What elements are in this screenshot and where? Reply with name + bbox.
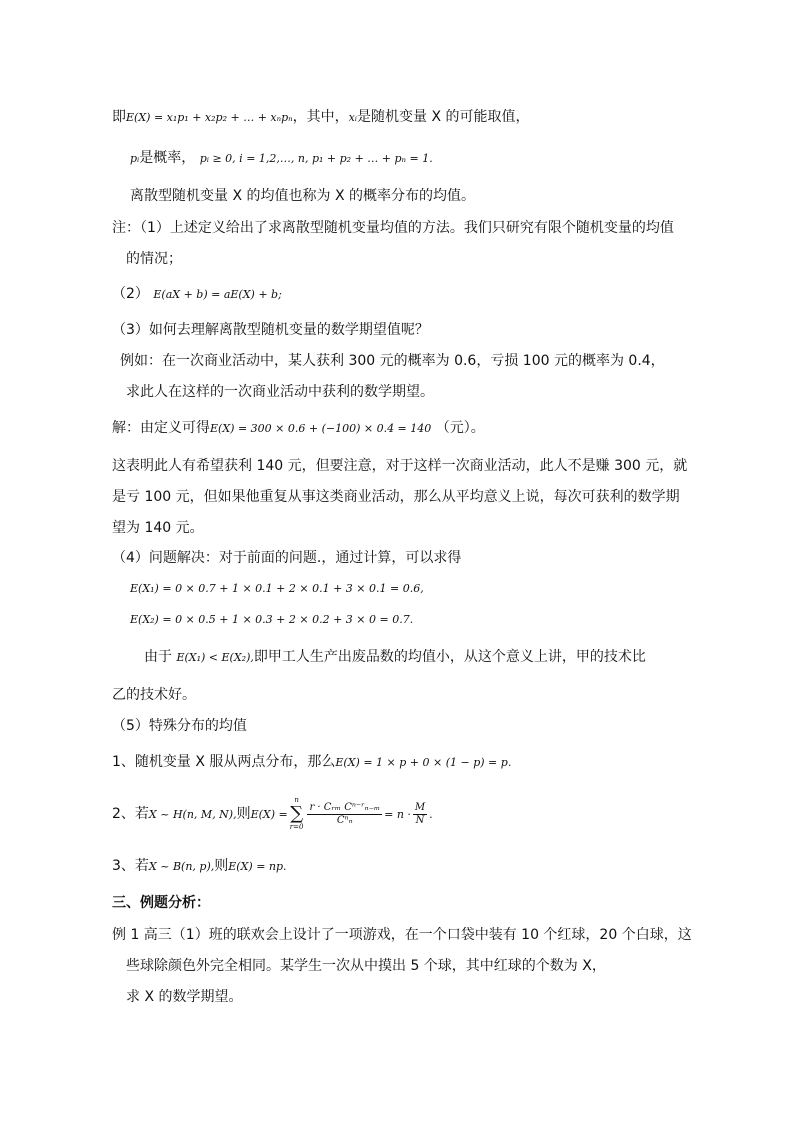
math-formula: E(X) = np. [228, 860, 287, 873]
fraction [307, 802, 382, 827]
math-formula: E(aX + b) = aE(X) + b; [153, 288, 282, 301]
fraction-numerator: M [414, 801, 426, 813]
line-explanation-3: 望为 140 元。 [112, 520, 204, 536]
sum-lower: r=0 [289, 823, 304, 831]
math-formula: = n · [384, 808, 411, 821]
sum-symbol: ∑ [290, 803, 304, 824]
text: ，其中， [292, 109, 349, 125]
text: 是随机变量 X 的可能取值， [357, 109, 530, 125]
summation [290, 796, 304, 832]
text: （元）。 [435, 420, 485, 436]
math-formula: E(X₁) = 0 × 0.7 + 1 × 0.1 + 2 × 0.1 + 3 × 0.1 = 0.6, [130, 582, 424, 595]
text: 3、若 [112, 858, 149, 874]
line-hypergeometric [112, 796, 433, 833]
text: 则 [214, 858, 229, 874]
line-example-question: 求此人在这样的一次商业活动中获利的数学期望。 [126, 384, 434, 400]
line-explanation-2: 是亏 100 元，但如果他重复从事这类商业活动，那么从平均意义上说，每次可获利的数学期 [112, 489, 680, 505]
line-probability-condition [130, 148, 433, 169]
math-formula: E(X₁) < E(X₂), [176, 651, 254, 664]
math-formula: E(X) = x₁p₁ + x₂p₂ + … + xₙpₙ [126, 111, 293, 124]
sum-upper: n [294, 796, 299, 804]
fraction-denominator: Cⁿₙ [336, 814, 353, 826]
fraction-denominator: N [415, 814, 425, 826]
math-formula: E(X) = 1 × p + 0 × (1 − p) = p. [335, 756, 512, 769]
math-variable: pᵢ [130, 152, 140, 165]
line-special-distributions: （5）特殊分布的均值 [112, 718, 247, 734]
text: 2、若 [112, 806, 149, 822]
line-example-1-question: 求 X 的数学期望。 [126, 989, 243, 1005]
line-solution [112, 418, 485, 439]
text: 解：由定义可得 [112, 420, 210, 436]
line-problem-solving: （4）问题解决：对于前面的问题.，通过计算，可以求得 [112, 550, 462, 566]
math-formula: . [429, 808, 433, 821]
line-note-1-cont: 的情况； [126, 251, 182, 267]
line-mean-alias: 离散型随机变量 X 的均值也称为 X 的概率分布的均值。 [130, 188, 475, 204]
text: 1、随机变量 X 服从两点分布，那么 [112, 754, 336, 770]
text: （2） [112, 286, 149, 302]
math-formula: X ~ H(n, M, N), [148, 808, 237, 821]
text: 由于 [144, 649, 172, 665]
math-variable: xᵢ [348, 111, 357, 124]
line-example-intro: 例如：在一次商业活动中，某人获利 300 元的概率为 0.6，亏损 100 元的概率为 0.4， [120, 353, 665, 369]
line-explanation-1: 这表明此人有希望获利 140 元，但要注意，对于这样一次商业活动，此人不是赚 300 元，就 [112, 458, 688, 474]
line-binomial [112, 856, 287, 877]
line-note-3: （3）如何去理解离散型随机变量的数学期望值呢？ [112, 322, 429, 338]
line-expectation-x1 [130, 578, 424, 599]
math-formula: pᵢ ≥ 0, i = 1,2,…, n, p₁ + p₂ + … + pₙ = 1. [199, 152, 433, 165]
text: 即 [112, 109, 126, 125]
math-formula: E(X) = 300 × 0.6 + (−100) × 0.4 = 140 [210, 422, 432, 435]
text: 即甲工人生产出废品数的均值小，从这个意义上讲，甲的技术比 [253, 649, 646, 665]
text: 是概率， [139, 150, 196, 166]
section-heading-examples: 三、例题分析： [112, 895, 210, 911]
line-note-1: 注：（1）上述定义给出了求离散型随机变量均值的方法。我们只研究有限个随机变量的均值 [112, 220, 674, 236]
math-formula: E(X) = [250, 808, 288, 821]
line-two-point [112, 752, 511, 773]
line-comparison-cont: 乙的技术好。 [112, 687, 196, 703]
fraction [413, 802, 427, 827]
line-comparison [144, 647, 646, 668]
math-formula: E(X₂) = 0 × 0.5 + 1 × 0.3 + 2 × 0.2 + 3 × 0 = 0.7. [130, 613, 414, 626]
line-example-1: 例 1 高三（1）班的联欢会上设计了一项游戏，在一个口袋中装有 10 个红球，20 个白球，这 [112, 927, 692, 943]
fraction-numerator: r · Cᵣₘ Cⁿ⁻ʳₙ₋ₘ [309, 801, 381, 813]
line-expectation-definition [112, 107, 530, 128]
line-note-2 [112, 284, 282, 305]
line-example-1-cont: 些球除颜色外完全相同。某学生一次从中摸出 5 个球，其中红球的个数为 X， [126, 958, 606, 974]
math-formula: X ~ B(n, p), [148, 860, 215, 873]
line-expectation-x2 [130, 609, 413, 630]
text: 则 [236, 806, 251, 822]
